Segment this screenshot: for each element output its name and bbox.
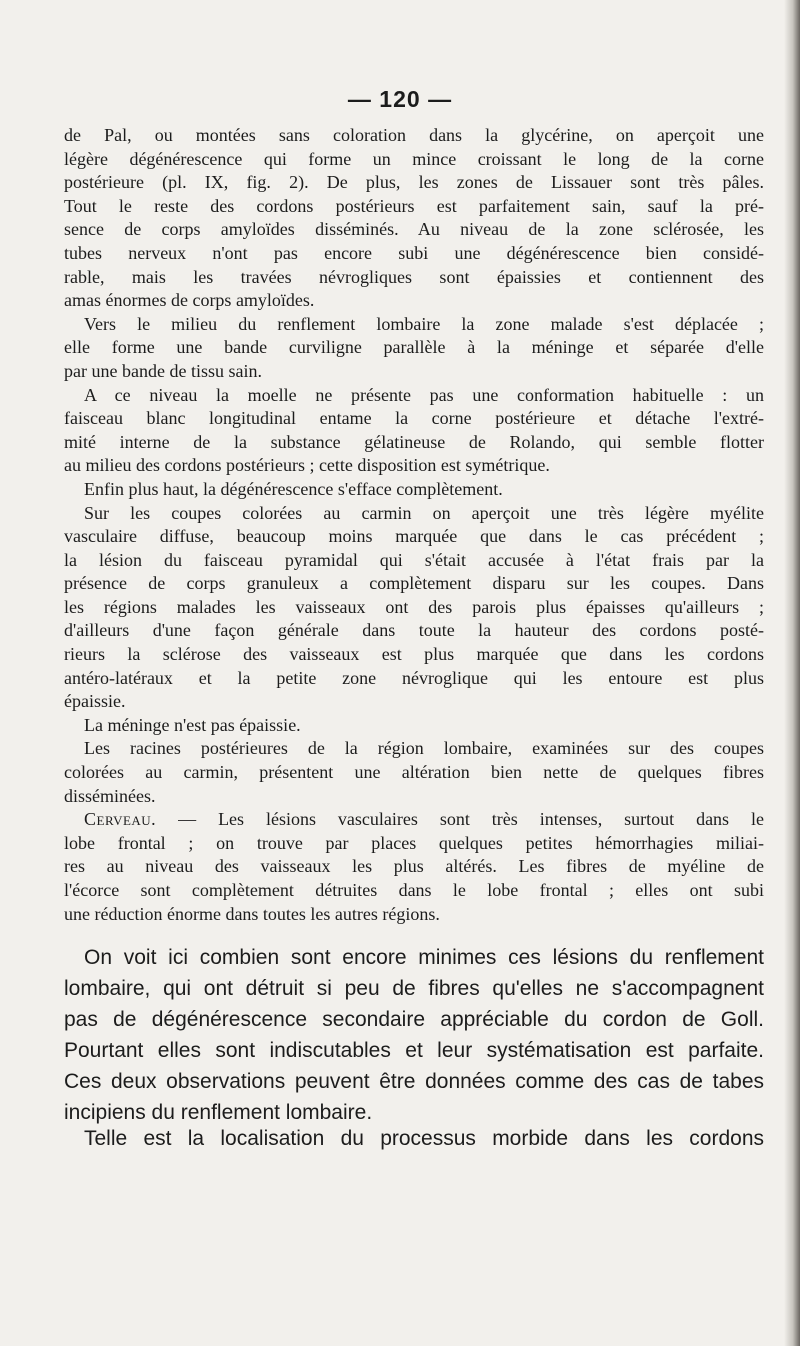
text-line: lombaire, qui ont détruit si peu de fibres qu'elles ne s'accompagnent xyxy=(64,977,764,1000)
text-line: vasculaire diffuse, beaucoup moins marquée que dans le cas précédent ; xyxy=(64,526,764,547)
section-lead-cerveau: Cerveau. xyxy=(84,809,157,830)
text-line: mité interne de la substance gélatineuse de Rolando, qui semble flotter xyxy=(64,431,764,452)
text-line: lobe frontal ; on trouve par places quelques petites hémorrhagies miliai- xyxy=(64,832,764,853)
text-line: elle forme une bande curviligne parallèle à la méninge et séparée d'elle xyxy=(64,337,764,358)
text-line: par une bande de tissu sain. xyxy=(64,360,262,381)
text-line: Enfin plus haut, la dégénérescence s'efface complètement. xyxy=(84,478,503,499)
text-line: disséminées. xyxy=(64,785,156,806)
paragraph-1 xyxy=(64,124,764,313)
text-line: On voit ici combien sont encore minimes ces lésions du renflement xyxy=(84,946,764,969)
text-line: épaissie. xyxy=(64,691,126,712)
text-line: légère dégénérescence qui forme un mince croissant le long de la corne xyxy=(64,148,764,169)
text-line: La méninge n'est pas épaissie. xyxy=(84,714,301,735)
text-fragment: — Les lésions vasculaires sont très intenses, surtout dans le xyxy=(156,809,764,830)
text-line: Tout le reste des cordons postérieurs est parfaitement sain, sauf la pré- xyxy=(64,195,764,216)
text-line: d'ailleurs d'une façon générale dans toute la hauteur des cordons posté- xyxy=(64,620,764,641)
text-line: incipiens du renflement lombaire. xyxy=(64,1101,373,1124)
text-line: au milieu des cordons postérieurs ; cette disposition est symétrique. xyxy=(64,455,550,476)
text-line: la lésion du faisceau pyramidal qui s'était accusée à l'état frais par la xyxy=(64,549,764,570)
paragraph-5 xyxy=(64,502,764,714)
text-line: colorées au carmin, présentent une altération bien nette de quelques fibres xyxy=(64,762,764,783)
text-line: Les racines postérieures de la région lombaire, examinées sur des coupes xyxy=(84,738,764,759)
paragraph-8 xyxy=(64,808,764,926)
paragraph-6 xyxy=(64,714,764,738)
text-line: sence de corps amyloïdes disséminés. Au niveau de la zone sclérosée, les xyxy=(64,219,764,240)
text-line: une réduction énorme dans toutes les autres régions. xyxy=(64,903,440,924)
text-line: l'écorce sont complètement détruites dans le lobe frontal ; elles ont subi xyxy=(64,880,764,900)
text-line: de Pal, ou montées sans coloration dans la glycérine, on aperçoit une xyxy=(64,125,764,145)
paragraph-4 xyxy=(64,478,764,502)
body-text-small xyxy=(64,124,764,926)
text-line: les régions malades les vaisseaux ont des parois plus épaisses qu'ailleurs ; xyxy=(64,596,764,617)
paragraph-3 xyxy=(64,384,764,478)
text-line: présence de corps granuleux a complètement disparu sur les coupes. Dans xyxy=(64,573,764,594)
paragraph-7 xyxy=(64,737,764,808)
text-line: rable, mais les travées névrogliques sont épaissies et contiennent des xyxy=(64,266,764,287)
page-edge-shadow xyxy=(784,0,800,1346)
text-line: Telle est la localisation du processus morbide dans les cordons xyxy=(84,1127,764,1150)
text-line: Pourtant elles sont indiscutables et leur systématisation est parfaite. xyxy=(64,1039,764,1062)
paragraph-2 xyxy=(64,313,764,384)
text-line: postérieure (pl. IX, fig. 2). De plus, les zones de Lissauer sont très pâles. xyxy=(64,172,764,193)
text-line: amas énormes de corps amyloïdes. xyxy=(64,290,315,311)
text-line: antéro-latéraux et la petite zone névroglique qui les entoure est plus xyxy=(64,667,764,688)
text-line: rieurs la sclérose des vaisseaux est plus marquée que dans les cordons xyxy=(64,644,764,665)
text-line: A ce niveau la moelle ne présente pas une conformation habituelle : un xyxy=(84,384,764,405)
text-line: Sur les coupes colorées au carmin on aperçoit une très légère myélite xyxy=(84,502,764,523)
text-line: tubes nerveux n'ont pas encore subi une dégénérescence bien considé- xyxy=(64,242,764,263)
final-paragraph xyxy=(64,1125,764,1153)
text-line: faisceau blanc longitudinal entame la corne postérieure et détache l'extré- xyxy=(64,408,764,429)
page-number: — 120 — xyxy=(347,86,453,112)
text-line: Vers le milieu du renflement lombaire la zone malade s'est déplacée ; xyxy=(84,313,764,334)
text-line: Ces deux observations peuvent être données comme des cas de tabes xyxy=(64,1070,764,1093)
text-line: res au niveau des vaisseaux les plus altérés. Les fibres de myéline de xyxy=(64,856,764,877)
text-line: pas de dégénérescence secondaire appréciable du cordon de Goll. xyxy=(64,1008,764,1031)
text-line xyxy=(64,808,764,832)
conclusion-text xyxy=(64,944,764,1130)
